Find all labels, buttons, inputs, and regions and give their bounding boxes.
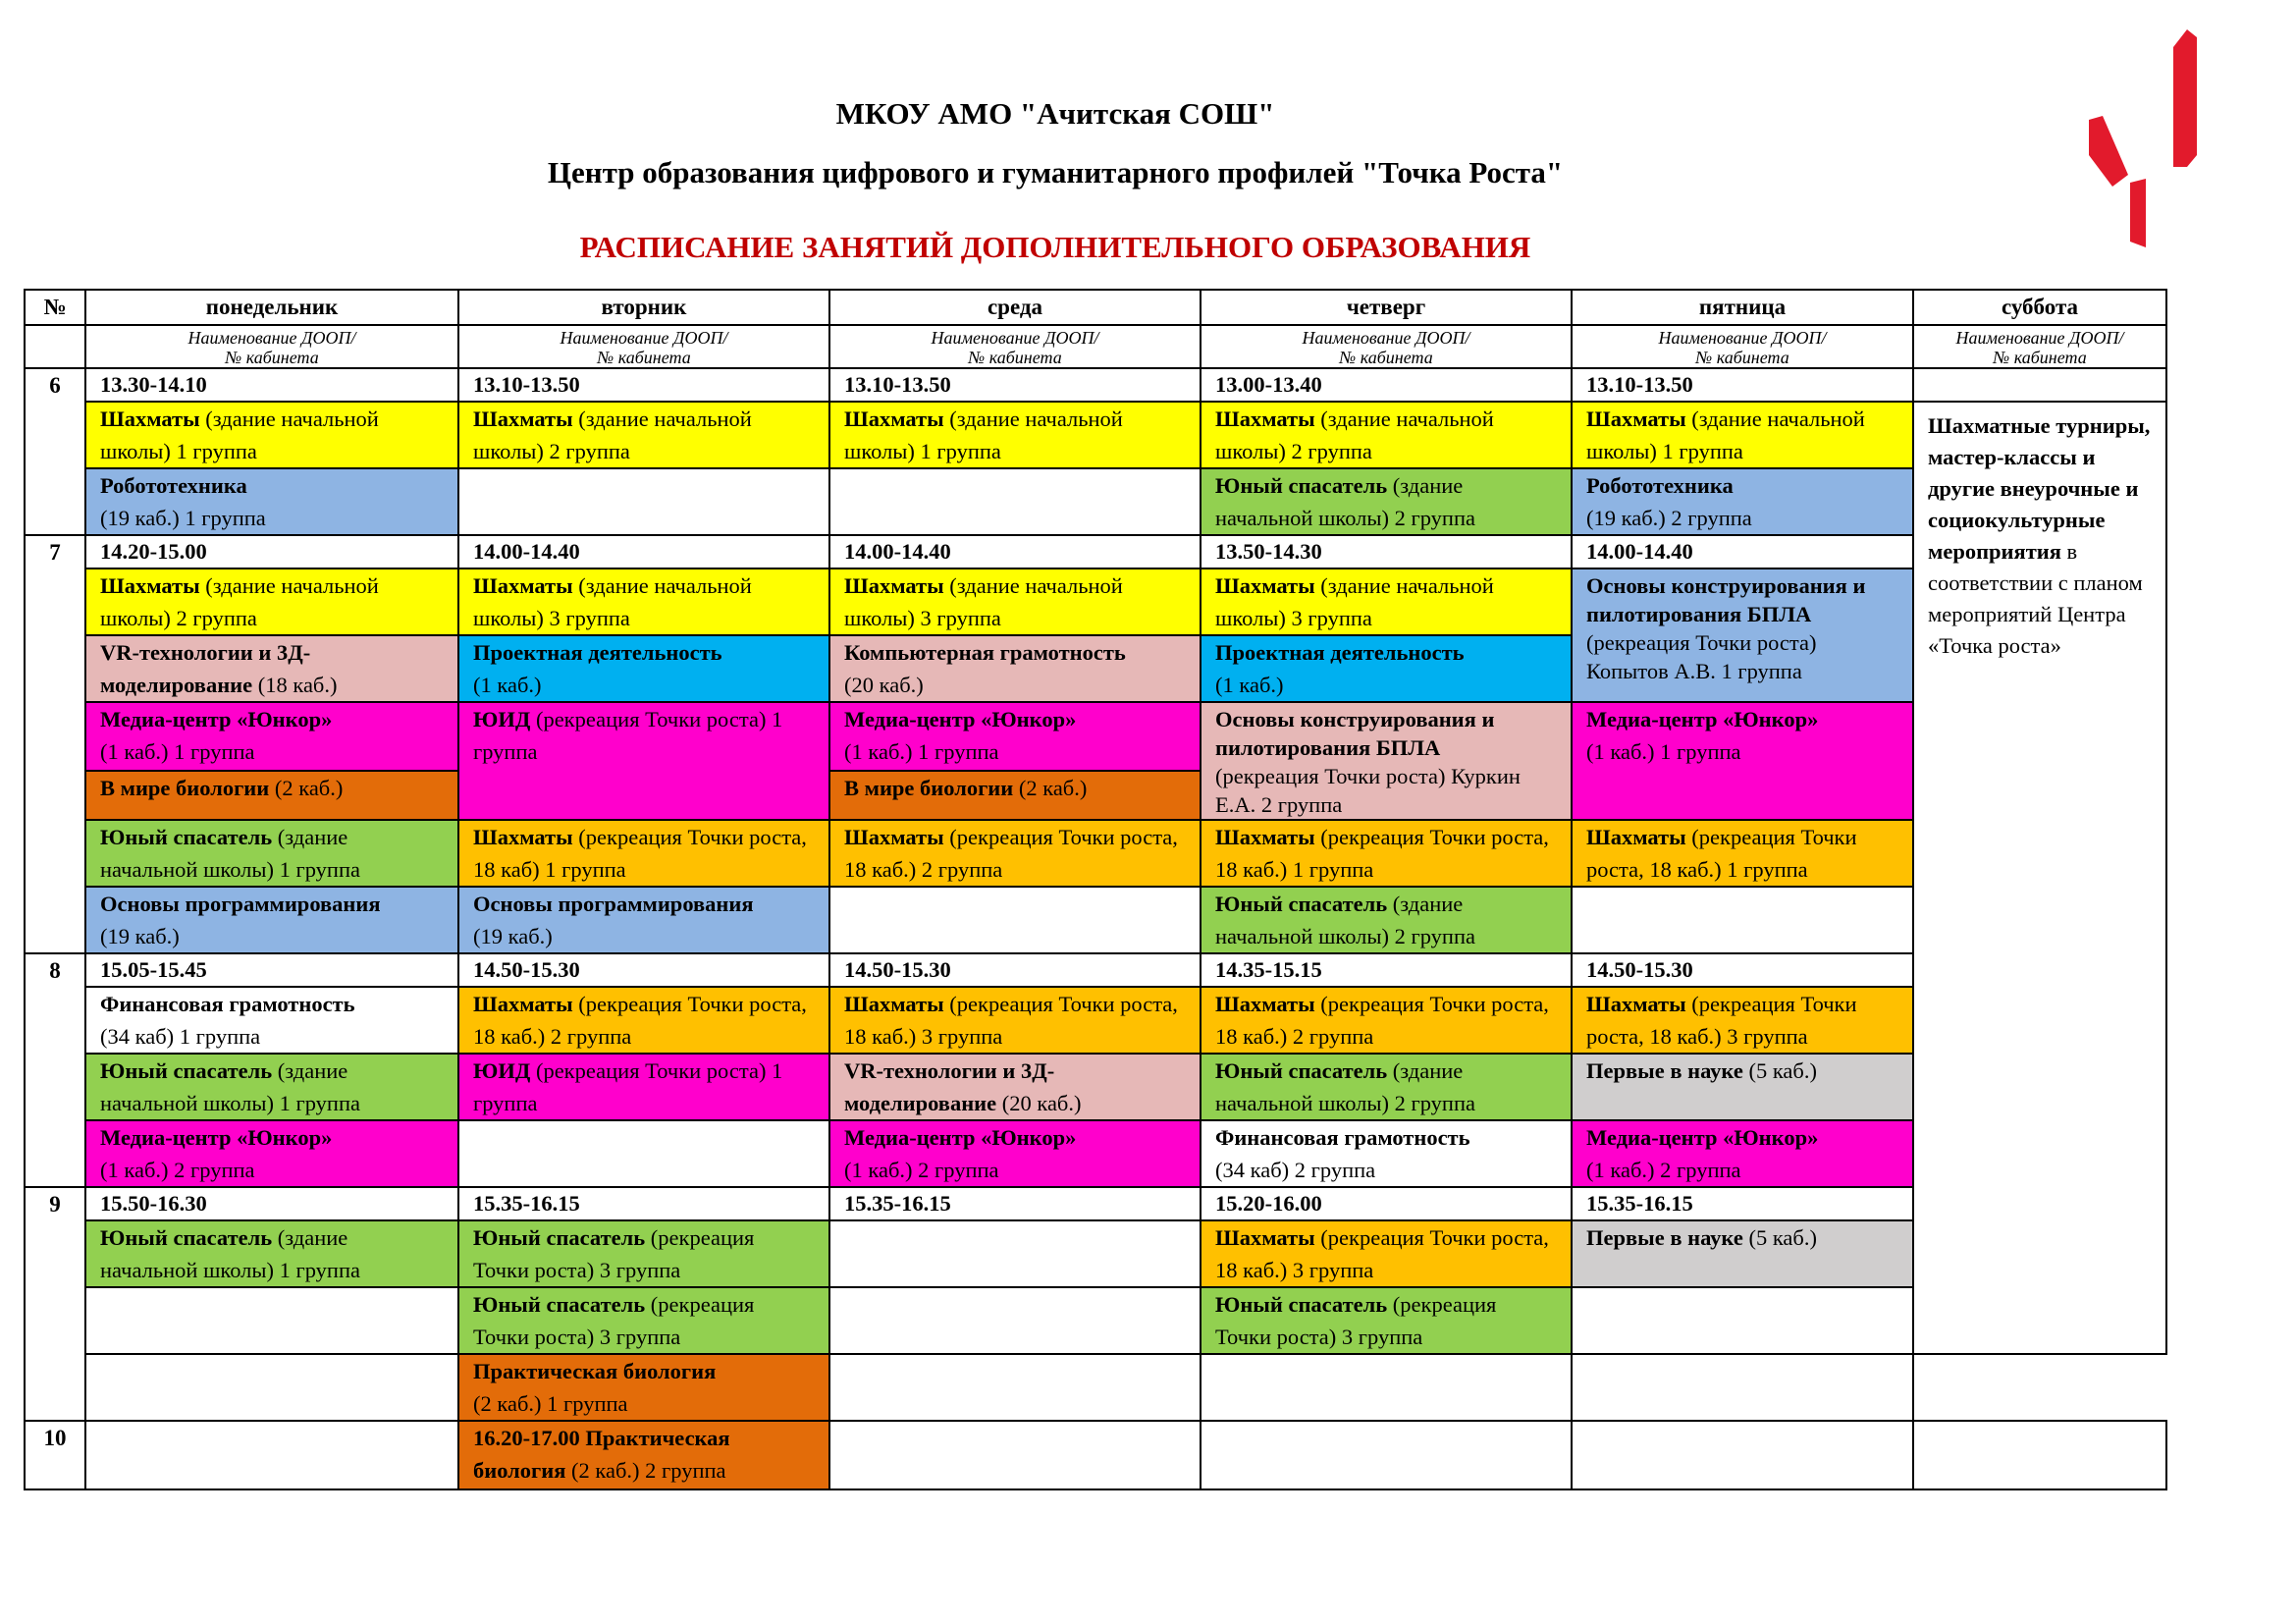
class-cell: ЮИД (рекреация Точки роста) 1 группа [458, 702, 829, 820]
class-cell: Компьютерная грамотность (20 каб.) [829, 635, 1201, 702]
empty-cell [458, 1120, 829, 1187]
tochka-rosta-logo-icon [2089, 29, 2197, 247]
class-cell: Юный спасатель (здание начальной школы) 2 группа [1201, 1054, 1572, 1120]
time-cell: 13.10-13.50 [458, 368, 829, 402]
class-cell: Юный спасатель (здание начальной школы) 1 группа [85, 1054, 458, 1120]
schedule-title: РАСПИСАНИЕ ЗАНЯТИЙ ДОПОЛНИТЕЛЬНОГО ОБРАЗОВАНИЯ [579, 230, 1531, 264]
empty-cell [829, 1354, 1201, 1421]
schedule-table [24, 289, 2167, 1490]
empty-cell [1201, 1421, 1572, 1489]
day-friday: пятница [1572, 290, 1913, 325]
day-thursday: четверг [1201, 290, 1572, 325]
class-cell: Проектная деятельность (1 каб.) [1201, 635, 1572, 702]
time-cell: 15.35-16.15 [1572, 1187, 1913, 1220]
time-cell: 15.35-16.15 [458, 1187, 829, 1220]
class-cell: Финансовая грамотность (34 каб) 2 группа [1201, 1120, 1572, 1187]
subheader-wednesday: Наименование ДООП/ № кабинета [829, 325, 1201, 368]
subheader-monday: Наименование ДООП/ № кабинета [85, 325, 458, 368]
empty-cell [829, 1220, 1201, 1287]
class-cell: Шахматы (здание начальной школы) 3 группа [1201, 568, 1572, 635]
logo-top-stroke [2173, 29, 2197, 167]
time-cell: 13.10-13.50 [829, 368, 1201, 402]
empty-cell [829, 1421, 1201, 1489]
class-cell: Юный спасатель (рекреация Точки роста) 3 группа [458, 1220, 829, 1287]
class-cell: Шахматы (рекреация Точки роста, 18 каб.) 3 группа [1572, 987, 1913, 1054]
empty-cell [1572, 887, 1913, 953]
empty-cell [1572, 1287, 1913, 1354]
day-saturday: суббота [1913, 290, 2166, 325]
class-cell: Проектная деятельность (1 каб.) [458, 635, 829, 702]
empty-cell [1201, 1354, 1572, 1421]
class-cell: Медиа-центр «Юнкор» (1 каб.) 2 группа [85, 1120, 458, 1187]
empty-cell [829, 1287, 1201, 1354]
empty-cell [829, 887, 1201, 953]
day-tuesday: вторник [458, 290, 829, 325]
class-cell: Основы конструирования и пилотирования БПЛА (рекреация Точки роста) Копытов А.В. 1 группа [1572, 568, 1913, 702]
empty-cell [85, 1287, 458, 1354]
time-cell: 15.35-16.15 [829, 1187, 1201, 1220]
class-cell: Первые в науке (5 каб.) [1572, 1054, 1913, 1120]
empty-cell [458, 468, 829, 535]
class-cell: Робототехника (19 каб.) 1 группа [85, 468, 458, 535]
class-cell: VR-технологии и 3Д-моделирование (18 каб.) [85, 635, 458, 702]
lesson-number-10: 10 [25, 1421, 85, 1489]
center-name: Центр образования цифрового и гуманитарного профилей "Точка Роста" [547, 155, 1564, 189]
time-cell: 14.00-14.40 [458, 535, 829, 568]
empty-cell [1572, 1354, 1913, 1421]
logo-bottom-stroke [2130, 179, 2146, 247]
time-cell: 13.10-13.50 [1572, 368, 1913, 402]
class-cell: Первые в науке (5 каб.) [1572, 1220, 1913, 1287]
time-cell: 15.05-15.45 [85, 953, 458, 987]
class-cell: Юный спасатель (здание начальной школы) 2 группа [1201, 887, 1572, 953]
time-cell: 15.50-16.30 [85, 1187, 458, 1220]
class-cell: Шахматы (рекреация Точки роста, 18 каб.) 3 группа [1201, 1220, 1572, 1287]
class-cell: Шахматы (здание начальной школы) 1 группа [85, 402, 458, 468]
time-cell: 14.00-14.40 [829, 535, 1201, 568]
class-cell: Практическая биология (2 каб.) 1 группа [458, 1354, 829, 1421]
time-cell: 14.50-15.30 [458, 953, 829, 987]
time-cell: 14.35-15.15 [1201, 953, 1572, 987]
time-cell: 14.20-15.00 [85, 535, 458, 568]
logo-left-stroke [2089, 116, 2128, 187]
class-cell: Юный спасатель (здание начальной школы) 1 группа [85, 1220, 458, 1287]
class-cell: Шахматы (здание начальной школы) 1 группа [1572, 402, 1913, 468]
class-cell: В мире биологии (2 каб.) [829, 771, 1201, 820]
saturday-events-cell: Шахматные турниры, мастер-классы и другие внеурочные и социокультурные мероприятия в соответствии с планом мероприятий Центра «Точка роста» [1913, 402, 2166, 1354]
lesson-number-6: 6 [25, 368, 85, 535]
class-cell: В мире биологии (2 каб.) [85, 771, 458, 820]
empty-cell [85, 1421, 458, 1489]
class-cell: Юный спасатель (здание начальной школы) 1 группа [85, 820, 458, 887]
time-cell: 15.20-16.00 [1201, 1187, 1572, 1220]
class-cell: Шахматы (здание начальной школы) 2 группа [458, 402, 829, 468]
day-monday: понедельник [85, 290, 458, 325]
school-name: МКОУ АМО "Ачитская СОШ" [835, 96, 1275, 131]
empty-cell [1572, 1421, 1913, 1489]
time-cell: 13.00-13.40 [1201, 368, 1572, 402]
class-cell: Медиа-центр «Юнкор» (1 каб.) 2 группа [1572, 1120, 1913, 1187]
subheader-saturday: Наименование ДООП/ № кабинета [1913, 325, 2166, 368]
empty-cell [85, 1354, 458, 1421]
class-cell: ЮИД (рекреация Точки роста) 1 группа [458, 1054, 829, 1120]
class-cell: Шахматы (рекреация Точки роста, 18 каб) 1 группа [458, 820, 829, 887]
class-cell: Шахматы (здание начальной школы) 2 группа [1201, 402, 1572, 468]
class-cell: Основы программирования (19 каб.) [458, 887, 829, 953]
class-cell: Шахматы (здание начальной школы) 3 группа [829, 568, 1201, 635]
num-header: № [25, 290, 85, 325]
class-cell: Медиа-центр «Юнкор» (1 каб.) 1 группа [829, 702, 1201, 771]
time-cell: 14.50-15.30 [829, 953, 1201, 987]
class-cell: Шахматы (рекреация Точки роста, 18 каб.) 2 группа [1201, 987, 1572, 1054]
class-cell: Шахматы (рекреация Точки роста, 18 каб.) 2 группа [829, 820, 1201, 887]
class-cell: Юный спасатель (рекреация Точки роста) 3 группа [1201, 1287, 1572, 1354]
num-subheader [25, 325, 85, 368]
class-cell: Робототехника (19 каб.) 2 группа [1572, 468, 1913, 535]
class-cell: Шахматы (рекреация Точки роста, 18 каб.) 1 группа [1201, 820, 1572, 887]
time-cell: 14.50-15.30 [1572, 953, 1913, 987]
saturday-time-cell [1913, 368, 2166, 402]
lesson-number-7: 7 [25, 535, 85, 953]
empty-cell [1913, 1421, 2166, 1489]
time-cell: 13.30-14.10 [85, 368, 458, 402]
class-cell: Медиа-центр «Юнкор» (1 каб.) 1 группа [85, 702, 458, 771]
class-cell: Шахматы (рекреация Точки роста, 18 каб.) 3 группа [829, 987, 1201, 1054]
class-cell: Медиа-центр «Юнкор» (1 каб.) 2 группа [829, 1120, 1201, 1187]
class-cell: Шахматы (рекреация Точки роста, 18 каб.) 2 группа [458, 987, 829, 1054]
class-cell: Шахматы (здание начальной школы) 2 группа [85, 568, 458, 635]
day-wednesday: среда [829, 290, 1201, 325]
subheader-tuesday: Наименование ДООП/ № кабинета [458, 325, 829, 368]
class-cell: Шахматы (рекреация Точки роста, 18 каб.) 1 группа [1572, 820, 1913, 887]
time-cell: 14.00-14.40 [1572, 535, 1913, 568]
class-cell: Шахматы (здание начальной школы) 3 группа [458, 568, 829, 635]
class-cell: Медиа-центр «Юнкор» (1 каб.) 1 группа [1572, 702, 1913, 820]
subheader-thursday: Наименование ДООП/ № кабинета [1201, 325, 1572, 368]
subheader-friday: Наименование ДООП/ № кабинета [1572, 325, 1913, 368]
empty-cell [829, 468, 1201, 535]
class-cell: Основы программирования (19 каб.) [85, 887, 458, 953]
class-cell: VR-технологии и 3Д-моделирование (20 каб.) [829, 1054, 1201, 1120]
class-cell: Юный спасатель (рекреация Точки роста) 3 группа [458, 1287, 829, 1354]
class-cell: Шахматы (здание начальной школы) 1 группа [829, 402, 1201, 468]
class-cell: Основы конструирования и пилотирования БПЛА (рекреация Точки роста) Куркин Е.А. 2 группа [1201, 702, 1572, 820]
time-cell: 13.50-14.30 [1201, 535, 1572, 568]
lesson-number-9: 9 [25, 1187, 85, 1421]
lesson-number-8: 8 [25, 953, 85, 1187]
class-cell: 16.20-17.00 Практическая биология (2 каб.) 2 группа [458, 1421, 829, 1489]
class-cell: Юный спасатель (здание начальной школы) 2 группа [1201, 468, 1572, 535]
class-cell: Финансовая грамотность (34 каб) 1 группа [85, 987, 458, 1054]
